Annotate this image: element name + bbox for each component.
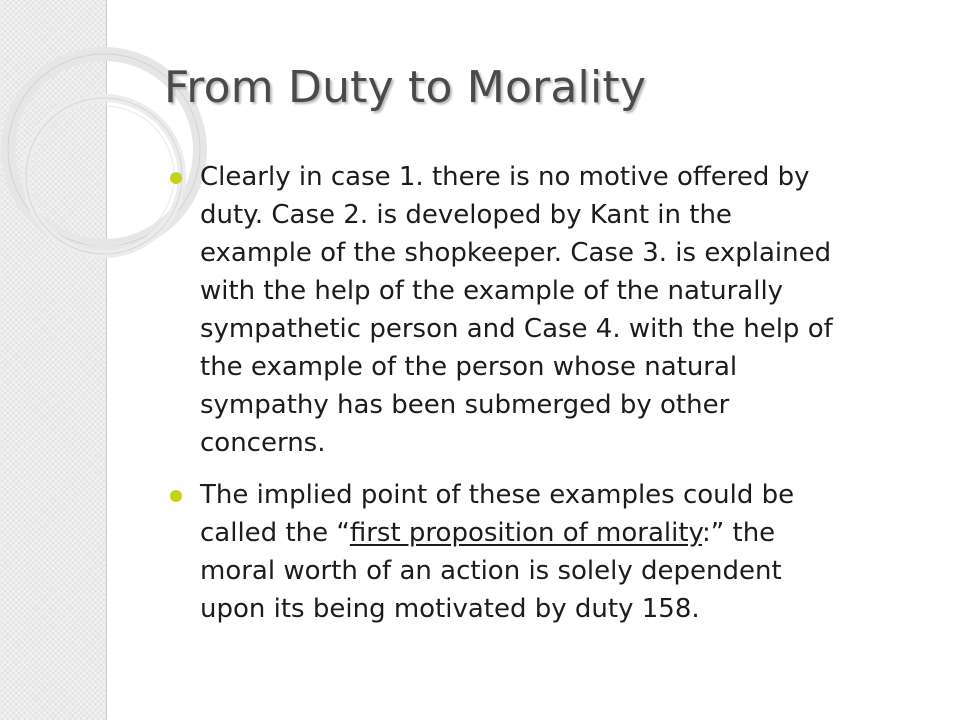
bullet-item [170, 476, 850, 628]
slide-title: From Duty to Morality [164, 62, 647, 113]
bullet-text [200, 480, 794, 624]
bullet-dot-icon [170, 490, 182, 502]
bullet-text-after: :” the moral worth of an action is solely dependent upon its being motivated by duty 158. [200, 518, 782, 624]
bullet-item [170, 158, 850, 462]
bullet-text-before: The implied point of these examples could be called the “ [200, 480, 795, 548]
bullet-dot-icon [170, 172, 182, 184]
underlined-phrase: first proposition of morality [349, 518, 703, 548]
bullet-text: Clearly in case 1. there is no motive offered by duty. Case 2. is developed by Kant in the example of the shopkeeper. Case 3. is explained with the help of the example of the naturally sympathetic person and Case 4. with the help of the example of the person whose natural sympathy has been submerged by other concerns. [200, 162, 833, 458]
bullet-list [170, 158, 850, 642]
